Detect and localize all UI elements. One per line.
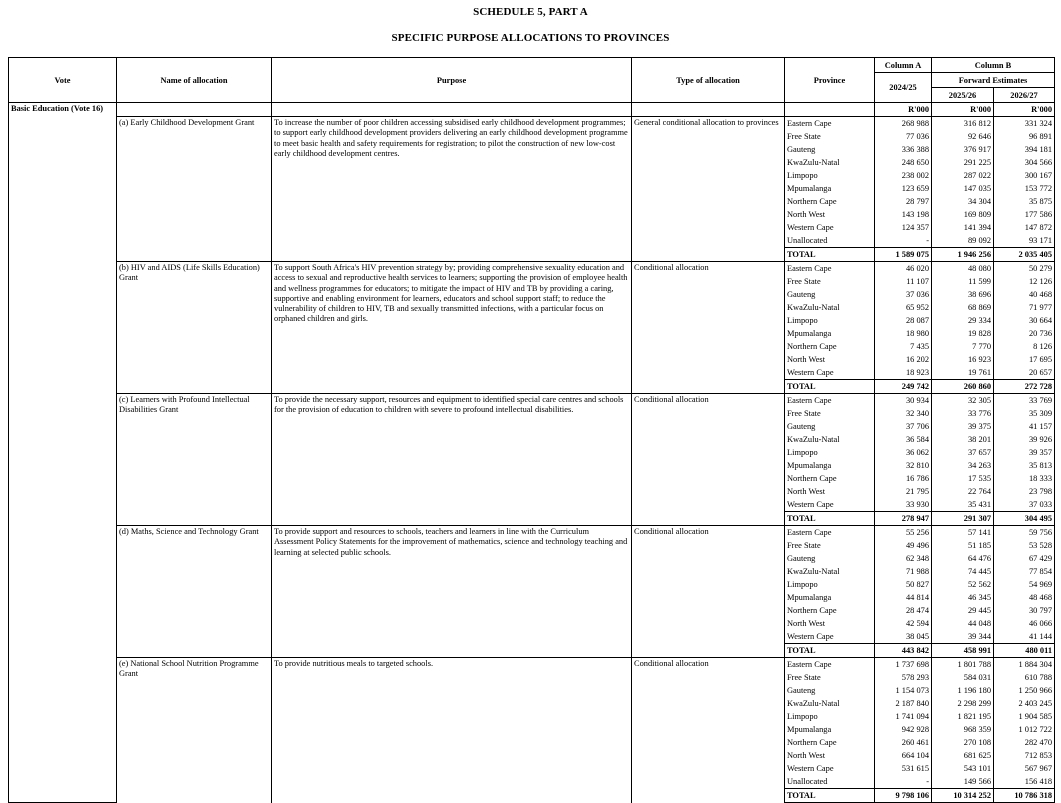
province-name: Eastern Cape xyxy=(785,262,875,276)
value-2025-26: 376 917 xyxy=(932,143,994,156)
value-2025-26: 147 035 xyxy=(932,182,994,195)
header-forward-estimates: Forward Estimates xyxy=(932,73,1055,88)
vote-cell: Basic Education (Vote 16) xyxy=(9,103,117,803)
value-2024-25: 62 348 xyxy=(875,552,932,565)
allocation-name: (c) Learners with Profound Intellectual Disabilities Grant xyxy=(117,394,272,526)
province-name: Free State xyxy=(785,275,875,288)
value-2025-26: 19 828 xyxy=(932,327,994,340)
value-2025-26: 44 048 xyxy=(932,617,994,630)
value-2025-26: 37 657 xyxy=(932,446,994,459)
value-2026-27: 30 797 xyxy=(994,604,1055,617)
header-type-of-allocation: Type of allocation xyxy=(632,58,785,103)
province-name: Western Cape xyxy=(785,630,875,644)
allocation-purpose: To provide support and resources to schools, teachers and learners in line with the Curriculum Assessment Policy Statements for the improvement of mathematics, science and technology teaching and learning at selected public schools. xyxy=(272,526,632,658)
value-2025-26: 149 566 xyxy=(932,775,994,789)
value-2024-25: 18 980 xyxy=(875,327,932,340)
value-2025-26: 46 345 xyxy=(932,591,994,604)
province-name: Limpopo xyxy=(785,446,875,459)
value-2024-25: 33 930 xyxy=(875,498,932,512)
value-2024-25: 36 584 xyxy=(875,433,932,446)
value-2024-25: 28 087 xyxy=(875,314,932,327)
header-year-2025-26: 2025/26 xyxy=(932,88,994,103)
value-2026-27: 12 126 xyxy=(994,275,1055,288)
province-name: KwaZulu-Natal xyxy=(785,156,875,169)
value-2025-26: 74 445 xyxy=(932,565,994,578)
province-name: Northern Cape xyxy=(785,604,875,617)
value-2024-25: 1 737 698 xyxy=(875,658,932,672)
value-2025-26: 1 196 180 xyxy=(932,684,994,697)
value-2024-25: - xyxy=(875,234,932,248)
province-name: Gauteng xyxy=(785,143,875,156)
value-2025-26: 39 344 xyxy=(932,630,994,644)
allocation-purpose: To provide the necessary support, resources and equipment to identified special care centres and schools for the provision of education to children with severe to profound intellectual disabilities. xyxy=(272,394,632,526)
value-2026-27: 480 011 xyxy=(994,644,1055,658)
value-2025-26: 11 599 xyxy=(932,275,994,288)
province-name: Unallocated xyxy=(785,234,875,248)
total-label: TOTAL xyxy=(785,248,875,262)
province-name: Free State xyxy=(785,407,875,420)
allocation-type: Conditional allocation xyxy=(632,394,785,526)
allocation-type: Conditional allocation xyxy=(632,658,785,803)
value-2024-25: 9 798 106 xyxy=(875,789,932,803)
value-2026-27: 67 429 xyxy=(994,552,1055,565)
value-2026-27: 272 728 xyxy=(994,380,1055,394)
value-2024-25: 28 474 xyxy=(875,604,932,617)
value-2024-25: 28 797 xyxy=(875,195,932,208)
province-name: Gauteng xyxy=(785,552,875,565)
value-2024-25: 578 293 xyxy=(875,671,932,684)
value-2026-27: 46 066 xyxy=(994,617,1055,630)
value-2024-25: 71 988 xyxy=(875,565,932,578)
value-2024-25: 443 842 xyxy=(875,644,932,658)
value-2024-25: 49 496 xyxy=(875,539,932,552)
value-2025-26: 39 375 xyxy=(932,420,994,433)
value-2026-27: 153 772 xyxy=(994,182,1055,195)
value-2024-25: 46 020 xyxy=(875,262,932,276)
province-name: Mpumalanga xyxy=(785,182,875,195)
value-2024-25: 38 045 xyxy=(875,630,932,644)
value-2026-27: 177 586 xyxy=(994,208,1055,221)
province-name: Mpumalanga xyxy=(785,327,875,340)
province-name: Mpumalanga xyxy=(785,459,875,472)
value-2025-26: 316 812 xyxy=(932,117,994,131)
allocation-type: Conditional allocation xyxy=(632,526,785,658)
value-2024-25: - xyxy=(875,775,932,789)
unit-label: R'000 xyxy=(932,103,994,117)
value-2025-26: 1 821 195 xyxy=(932,710,994,723)
value-2026-27: 35 813 xyxy=(994,459,1055,472)
province-name: North West xyxy=(785,749,875,762)
value-2026-27: 567 967 xyxy=(994,762,1055,775)
allocation-purpose: To provide nutritious meals to targeted schools. xyxy=(272,658,632,803)
header-column-b: Column B xyxy=(932,58,1055,73)
header-vote: Vote xyxy=(9,58,117,103)
value-2024-25: 124 357 xyxy=(875,221,932,234)
value-2026-27: 20 736 xyxy=(994,327,1055,340)
province-name: North West xyxy=(785,208,875,221)
province-name: Free State xyxy=(785,671,875,684)
province-name: Unallocated xyxy=(785,775,875,789)
province-name: Northern Cape xyxy=(785,472,875,485)
province-name: KwaZulu-Natal xyxy=(785,697,875,710)
value-2024-25: 37 706 xyxy=(875,420,932,433)
value-2026-27: 2 403 245 xyxy=(994,697,1055,710)
value-2025-26: 34 263 xyxy=(932,459,994,472)
value-2025-26: 29 445 xyxy=(932,604,994,617)
value-2026-27: 2 035 405 xyxy=(994,248,1055,262)
header-column-a: Column A xyxy=(875,58,932,73)
value-2024-25: 531 615 xyxy=(875,762,932,775)
allocation-purpose: To support South Africa's HIV prevention strategy by; providing comprehensive sexuality education and access to sexual and reproductive health services to learners; supporting the provision of employee health and wellness programmes for educators; to mitigate the impact of HIV and TB by providing a caring, supportive and enabling environment for learners, educators and school support staff; to reduce the vulnerability of children to HIV, TB and sexually transmitted infections, with a particular focus on orphaned children and girls. xyxy=(272,262,632,394)
value-2024-25: 55 256 xyxy=(875,526,932,540)
value-2025-26: 458 991 xyxy=(932,644,994,658)
value-2024-25: 37 036 xyxy=(875,288,932,301)
province-name: Western Cape xyxy=(785,221,875,234)
province-name: Northern Cape xyxy=(785,195,875,208)
value-2026-27: 48 468 xyxy=(994,591,1055,604)
value-2026-27: 394 181 xyxy=(994,143,1055,156)
value-2026-27: 37 033 xyxy=(994,498,1055,512)
allocation-type: General conditional allocation to provinces xyxy=(632,117,785,262)
value-2025-26: 17 535 xyxy=(932,472,994,485)
value-2025-26: 270 108 xyxy=(932,736,994,749)
value-2025-26: 681 625 xyxy=(932,749,994,762)
value-2025-26: 35 431 xyxy=(932,498,994,512)
value-2026-27: 39 357 xyxy=(994,446,1055,459)
value-2025-26: 68 869 xyxy=(932,301,994,314)
value-2025-26: 64 476 xyxy=(932,552,994,565)
header-year-2026-27: 2026/27 xyxy=(994,88,1055,103)
value-2024-25: 123 659 xyxy=(875,182,932,195)
value-2025-26: 141 394 xyxy=(932,221,994,234)
value-2025-26: 968 359 xyxy=(932,723,994,736)
value-2024-25: 30 934 xyxy=(875,394,932,408)
province-name: Eastern Cape xyxy=(785,117,875,131)
value-2025-26: 38 201 xyxy=(932,433,994,446)
total-label: TOTAL xyxy=(785,644,875,658)
province-name: North West xyxy=(785,617,875,630)
province-name: Gauteng xyxy=(785,684,875,697)
value-2026-27: 331 324 xyxy=(994,117,1055,131)
value-2025-26: 29 334 xyxy=(932,314,994,327)
value-2025-26: 169 809 xyxy=(932,208,994,221)
province-name: Mpumalanga xyxy=(785,591,875,604)
value-2024-25: 336 388 xyxy=(875,143,932,156)
value-2024-25: 65 952 xyxy=(875,301,932,314)
value-2024-25: 32 810 xyxy=(875,459,932,472)
header-name-of-allocation: Name of allocation xyxy=(117,58,272,103)
province-row xyxy=(9,658,1055,672)
value-2025-26: 33 776 xyxy=(932,407,994,420)
value-2025-26: 287 022 xyxy=(932,169,994,182)
value-2025-26: 1 801 788 xyxy=(932,658,994,672)
value-2026-27: 59 756 xyxy=(994,526,1055,540)
schedule-subtitle: SPECIFIC PURPOSE ALLOCATIONS TO PROVINCES xyxy=(391,32,670,44)
value-2025-26: 48 080 xyxy=(932,262,994,276)
value-2024-25: 1 589 075 xyxy=(875,248,932,262)
allocation-purpose: To increase the number of poor children accessing subsidised early childhood development programmes; to support early childhood development providers delivering an early childhood development programme to meet basic health and safety requirements for registration; to pilot the construction of new low-cost early childhood development centres. xyxy=(272,117,632,262)
allocation-name: (e) National School Nutrition Programme Grant xyxy=(117,658,272,803)
value-2025-26: 32 305 xyxy=(932,394,994,408)
value-2026-27: 53 528 xyxy=(994,539,1055,552)
province-name: Western Cape xyxy=(785,762,875,775)
value-2026-27: 20 657 xyxy=(994,366,1055,380)
total-label: TOTAL xyxy=(785,380,875,394)
value-2025-26: 291 307 xyxy=(932,512,994,526)
value-2026-27: 300 167 xyxy=(994,169,1055,182)
value-2025-26: 51 185 xyxy=(932,539,994,552)
header-province: Province xyxy=(785,58,875,103)
unit-label: R'000 xyxy=(994,103,1055,117)
value-2024-25: 32 340 xyxy=(875,407,932,420)
value-2025-26: 291 225 xyxy=(932,156,994,169)
province-name: Free State xyxy=(785,130,875,143)
value-2025-26: 22 764 xyxy=(932,485,994,498)
province-name: Free State xyxy=(785,539,875,552)
value-2026-27: 50 279 xyxy=(994,262,1055,276)
province-name: Eastern Cape xyxy=(785,658,875,672)
province-name: North West xyxy=(785,485,875,498)
value-2025-26: 2 298 299 xyxy=(932,697,994,710)
province-row xyxy=(9,117,1055,131)
value-2026-27: 304 495 xyxy=(994,512,1055,526)
value-2026-27: 156 418 xyxy=(994,775,1055,789)
unit-label: R'000 xyxy=(875,103,932,117)
value-2026-27: 712 853 xyxy=(994,749,1055,762)
value-2024-25: 42 594 xyxy=(875,617,932,630)
value-2024-25: 248 650 xyxy=(875,156,932,169)
value-2026-27: 18 333 xyxy=(994,472,1055,485)
value-2024-25: 18 923 xyxy=(875,366,932,380)
value-2026-27: 1 884 304 xyxy=(994,658,1055,672)
value-2024-25: 2 187 840 xyxy=(875,697,932,710)
province-name: Northern Cape xyxy=(785,340,875,353)
value-2026-27: 30 664 xyxy=(994,314,1055,327)
value-2026-27: 93 171 xyxy=(994,234,1055,248)
value-2024-25: 268 988 xyxy=(875,117,932,131)
value-2026-27: 71 977 xyxy=(994,301,1055,314)
province-name: Limpopo xyxy=(785,314,875,327)
value-2026-27: 39 926 xyxy=(994,433,1055,446)
value-2024-25: 942 928 xyxy=(875,723,932,736)
value-2024-25: 238 002 xyxy=(875,169,932,182)
value-2025-26: 543 101 xyxy=(932,762,994,775)
value-2026-27: 282 470 xyxy=(994,736,1055,749)
value-2025-26: 19 761 xyxy=(932,366,994,380)
value-2026-27: 41 144 xyxy=(994,630,1055,644)
value-2024-25: 664 104 xyxy=(875,749,932,762)
province-name: North West xyxy=(785,353,875,366)
allocation-table xyxy=(8,57,1055,803)
province-name: Eastern Cape xyxy=(785,394,875,408)
value-2026-27: 96 891 xyxy=(994,130,1055,143)
value-2026-27: 35 309 xyxy=(994,407,1055,420)
value-2026-27: 40 468 xyxy=(994,288,1055,301)
province-name: Limpopo xyxy=(785,710,875,723)
value-2025-26: 1 946 256 xyxy=(932,248,994,262)
schedule-title: SCHEDULE 5, PART A xyxy=(473,6,588,18)
province-name: Limpopo xyxy=(785,169,875,182)
value-2025-26: 52 562 xyxy=(932,578,994,591)
value-2024-25: 278 947 xyxy=(875,512,932,526)
value-2024-25: 249 742 xyxy=(875,380,932,394)
value-2025-26: 89 092 xyxy=(932,234,994,248)
value-2024-25: 143 198 xyxy=(875,208,932,221)
value-2026-27: 147 872 xyxy=(994,221,1055,234)
header-year-2024-25: 2024/25 xyxy=(875,73,932,103)
value-2024-25: 16 202 xyxy=(875,353,932,366)
value-2026-27: 610 788 xyxy=(994,671,1055,684)
value-2025-26: 10 314 252 xyxy=(932,789,994,803)
value-2026-27: 35 875 xyxy=(994,195,1055,208)
total-label: TOTAL xyxy=(785,789,875,803)
province-name: Limpopo xyxy=(785,578,875,591)
value-2024-25: 77 036 xyxy=(875,130,932,143)
value-2025-26: 260 860 xyxy=(932,380,994,394)
value-2024-25: 16 786 xyxy=(875,472,932,485)
value-2026-27: 23 798 xyxy=(994,485,1055,498)
value-2024-25: 50 827 xyxy=(875,578,932,591)
value-2025-26: 92 646 xyxy=(932,130,994,143)
province-name: Eastern Cape xyxy=(785,526,875,540)
province-name: KwaZulu-Natal xyxy=(785,433,875,446)
value-2025-26: 57 141 xyxy=(932,526,994,540)
value-2025-26: 38 696 xyxy=(932,288,994,301)
value-2024-25: 1 741 094 xyxy=(875,710,932,723)
value-2024-25: 36 062 xyxy=(875,446,932,459)
allocation-name: (d) Maths, Science and Technology Grant xyxy=(117,526,272,658)
value-2026-27: 10 786 318 xyxy=(994,789,1055,803)
province-row xyxy=(9,394,1055,408)
value-2024-25: 1 154 073 xyxy=(875,684,932,697)
value-2026-27: 1 012 722 xyxy=(994,723,1055,736)
province-name: KwaZulu-Natal xyxy=(785,565,875,578)
value-2025-26: 584 031 xyxy=(932,671,994,684)
province-name: Mpumalanga xyxy=(785,723,875,736)
province-name: Gauteng xyxy=(785,288,875,301)
value-2024-25: 11 107 xyxy=(875,275,932,288)
value-2026-27: 17 695 xyxy=(994,353,1055,366)
value-2025-26: 34 304 xyxy=(932,195,994,208)
value-2024-25: 260 461 xyxy=(875,736,932,749)
province-row xyxy=(9,262,1055,276)
value-2025-26: 16 923 xyxy=(932,353,994,366)
header-purpose: Purpose xyxy=(272,58,632,103)
allocation-name: (a) Early Childhood Development Grant xyxy=(117,117,272,262)
value-2026-27: 54 969 xyxy=(994,578,1055,591)
value-2025-26: 7 770 xyxy=(932,340,994,353)
value-2026-27: 41 157 xyxy=(994,420,1055,433)
value-2026-27: 77 854 xyxy=(994,565,1055,578)
province-name: Western Cape xyxy=(785,498,875,512)
province-row xyxy=(9,526,1055,540)
value-2026-27: 8 126 xyxy=(994,340,1055,353)
value-2026-27: 1 250 966 xyxy=(994,684,1055,697)
total-label: TOTAL xyxy=(785,512,875,526)
value-2026-27: 1 904 585 xyxy=(994,710,1055,723)
value-2026-27: 33 769 xyxy=(994,394,1055,408)
table-body xyxy=(9,103,1055,803)
value-2024-25: 21 795 xyxy=(875,485,932,498)
unit-row xyxy=(9,103,1055,117)
province-name: Western Cape xyxy=(785,366,875,380)
value-2024-25: 7 435 xyxy=(875,340,932,353)
province-name: Gauteng xyxy=(785,420,875,433)
province-name: Northern Cape xyxy=(785,736,875,749)
value-2024-25: 44 814 xyxy=(875,591,932,604)
allocation-name: (b) HIV and AIDS (Life Skills Education) Grant xyxy=(117,262,272,394)
value-2026-27: 304 566 xyxy=(994,156,1055,169)
allocation-type: Conditional allocation xyxy=(632,262,785,394)
province-name: KwaZulu-Natal xyxy=(785,301,875,314)
